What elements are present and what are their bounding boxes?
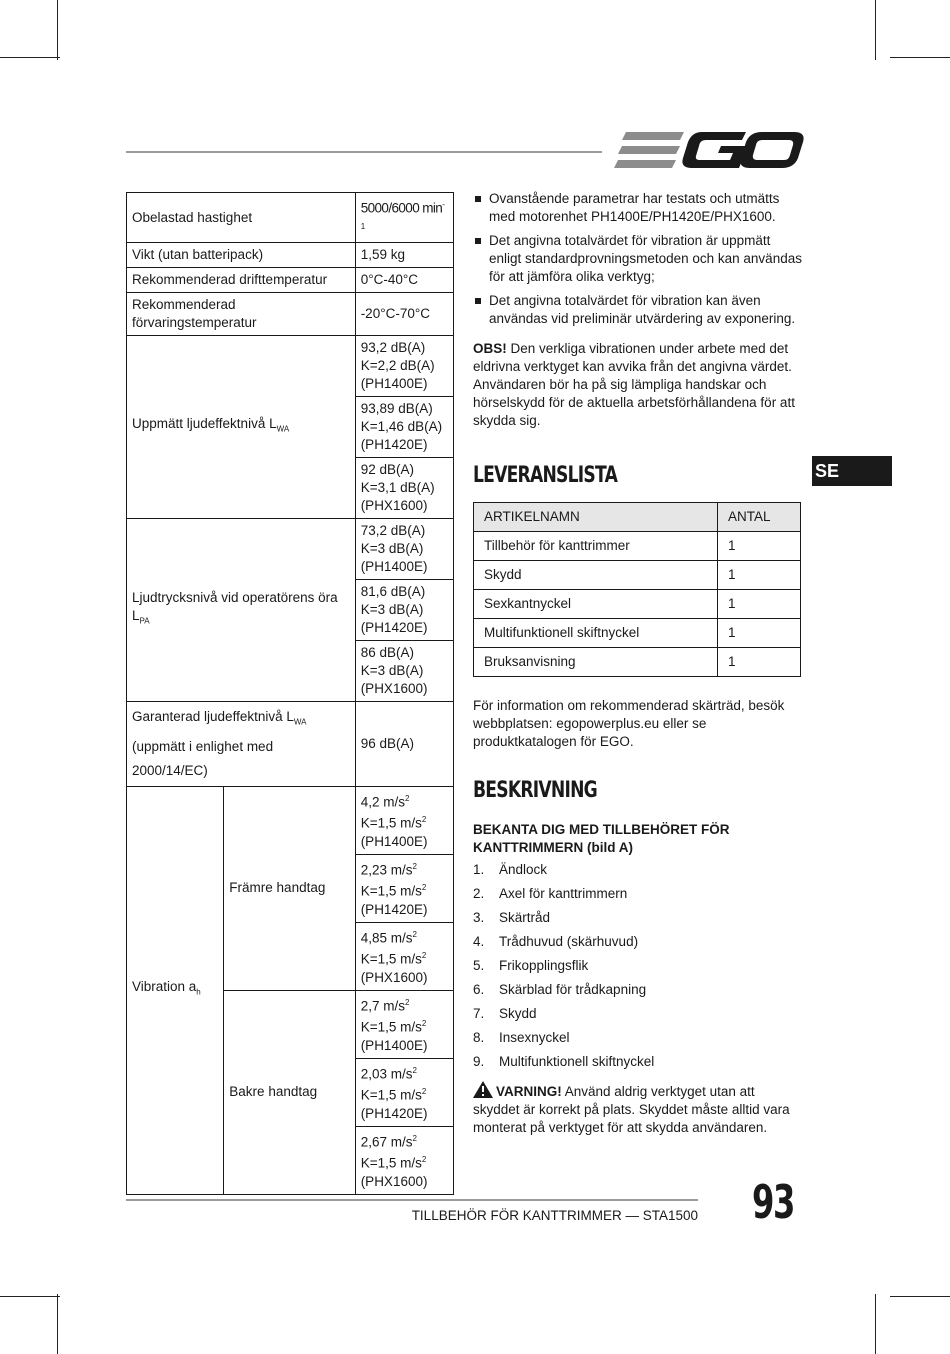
spec-value: 5000/6000 $\min^{-1}$ <box>355 193 453 243</box>
spec-label: Garanterad ljudeffektnivå $L_{WA}$ (uppmätt i enlighet med 2000/14/EC) <box>127 702 356 787</box>
spec-value: 2,7 $m/s^2$ K=1,5 $m/s^2$ (PH1400E) <box>355 990 453 1058</box>
spec-value: 92 dB(A) K=3,1 dB(A) (PHX1600) <box>355 458 453 519</box>
spec-value: 86 dB(A) K=3 dB(A) (PHX1600) <box>355 641 453 702</box>
header-rule <box>126 151 602 153</box>
spec-value: 81,6 dB(A) K=3 dB(A) (PH1420E) <box>355 580 453 641</box>
list-item: 3. Skärtråd <box>473 910 551 925</box>
spec-sublabel: Främre handtag <box>224 786 355 990</box>
item-qty: 1 <box>718 561 801 590</box>
list-item: 5. Frikopplingsflik <box>473 958 589 973</box>
list-item: 6. Skärblad för trådkapning <box>473 982 647 997</box>
spec-value: 93,89 dB(A) K=1,46 dB(A) (PH1420E) <box>355 397 453 458</box>
list-item: Det angivna totalvärdet för vibration är uppmätt enligt standardprovningsmetoden och kan användas för att jämföra olika verktyg; <box>473 232 803 286</box>
table-header-row <box>474 503 801 532</box>
obs-note: OBS! Den verkliga vibrationen under arbete med det eldrivna verktyget kan avvika från det angivna värdet. Användaren bör ha på sig lämpliga handskar och hörselskydd för de aktuella arbetsförhållandena för att skydda sig. <box>473 341 795 428</box>
bullet-icon <box>475 298 481 304</box>
spec-label: Uppmätt ljudeffektnivå $L_{WA}$ <box>127 336 356 519</box>
list-item: 9. Multifunktionell skiftnyckel <box>473 1054 655 1069</box>
bullet-icon <box>475 238 481 244</box>
table-row <box>127 336 454 397</box>
subheading: BEKANTA DIG MED TILLBEHÖRET FÖR KANTTRIMMERN (bild A) <box>473 822 730 855</box>
page-number: 93 <box>752 1175 795 1229</box>
column-header-name: ARTIKELNAMN <box>474 503 718 532</box>
spec-sublabel: Bakre handtag <box>224 990 355 1194</box>
right-column <box>473 190 803 1137</box>
spec-label: Rekommenderad förvaringstemperatur <box>127 293 356 336</box>
spec-value: 93,2 dB(A) K=2,2 dB(A) (PH1400E) <box>355 336 453 397</box>
warning-icon <box>473 1081 493 1098</box>
spec-value: 2,03 $m/s^2$ K=1,5 $m/s^2$ (PH1420E) <box>355 1058 453 1126</box>
spec-value: 73,2 dB(A) K=3 dB(A) (PH1400E) <box>355 519 453 580</box>
spec-value: 2,23 $m/s^2$ K=1,5 $m/s^2$ (PH1420E) <box>355 854 453 922</box>
column-header-qty: ANTAL <box>718 503 801 532</box>
spec-label: Vibration $a_h$ <box>127 786 224 1194</box>
list-item: Det angivna totalvärdet för vibration kan även användas vid preliminär utvärdering av exponering. <box>473 292 803 328</box>
spec-value: 96 dB(A) <box>355 702 453 787</box>
table-row <box>127 293 454 336</box>
crop-mark <box>890 1296 950 1297</box>
spec-label: Vikt (utan batteripack) <box>127 243 356 268</box>
crop-mark <box>0 1296 60 1297</box>
list-item: 4. Trådhuvud (skärhuvud) <box>473 934 639 949</box>
item-name: Sexkantnyckel <box>474 590 718 619</box>
item-qty: 1 <box>718 619 801 648</box>
spec-label: Ljudtrycksnivå vid operatörens öra $L_{PA}$ <box>127 519 356 702</box>
table-row <box>127 786 454 854</box>
crop-mark <box>57 0 58 60</box>
spec-value: 0°C-40°C <box>355 268 453 293</box>
info-text: För information om rekommenderad skärträd, besök webbplatsen: egopowerplus.eu eller se produktkatalogen för EGO. <box>473 698 785 749</box>
item-qty: 1 <box>718 648 801 677</box>
list-item: 8. Insexnyckel <box>473 1030 570 1045</box>
list-item: 1. Ändlock <box>473 862 548 877</box>
item-name: Skydd <box>474 561 718 590</box>
spec-value: 1,59 kg <box>355 243 453 268</box>
spec-table <box>126 192 454 1195</box>
spec-label: Rekommenderad drifttemperatur <box>127 268 356 293</box>
delivery-table <box>473 502 801 677</box>
crop-mark <box>875 0 876 60</box>
beskrivning-heading: BESKRIVNING <box>473 778 597 803</box>
spec-value: -20°C-70°C <box>355 293 453 336</box>
crop-mark <box>890 57 950 58</box>
item-qty: 1 <box>718 590 801 619</box>
footer-rule <box>126 1199 698 1201</box>
table-row <box>474 619 801 648</box>
item-name: Multifunktionell skiftnyckel <box>474 619 718 648</box>
table-row <box>127 702 454 787</box>
crop-mark <box>875 1294 876 1354</box>
table-row <box>474 648 801 677</box>
ego-logo <box>614 126 804 174</box>
footer-text: TILLBEHÖR FÖR KANTTRIMMER — STA1500 <box>411 1208 698 1223</box>
parts-list <box>473 861 803 1071</box>
item-qty: 1 <box>718 532 801 561</box>
list-item: 7. Skydd <box>473 1006 537 1021</box>
spec-value: 2,67 $m/s^2$ K=1,5 $m/s^2$ (PHX1600) <box>355 1126 453 1194</box>
item-name: Bruksanvisning <box>474 648 718 677</box>
spec-value: 4,2 $m/s^2$ K=1,5 $m/s^2$ (PH1400E) <box>355 786 453 854</box>
warning-note: VARNING! Använd aldrig verktyget utan att skyddet är korrekt på plats. Skyddet måste alltid vara monterat på verktyget för att skydda användaren. <box>473 1081 803 1137</box>
crop-mark <box>57 1294 58 1354</box>
list-item: 2. Axel för kanttrimmern <box>473 886 628 901</box>
table-row <box>474 561 801 590</box>
table-row <box>474 532 801 561</box>
table-row <box>474 590 801 619</box>
table-row <box>127 519 454 580</box>
table-row <box>127 243 454 268</box>
item-name: Tillbehör för kanttrimmer <box>474 532 718 561</box>
crop-mark <box>0 57 60 58</box>
spec-label: Obelastad hastighet <box>127 193 356 243</box>
list-item: Ovanstående parametrar har testats och utmätts med motorenhet PH1400E/PH1420E/PHX1600. <box>473 190 803 226</box>
language-tab: SE <box>812 456 892 486</box>
bullet-icon <box>475 196 481 202</box>
notes-list <box>473 190 803 328</box>
leveranslista-heading: LEVERANSLISTA <box>473 463 618 488</box>
spec-value: 4,85 $m/s^2$ K=1,5 $m/s^2$ (PHX1600) <box>355 922 453 990</box>
table-row <box>127 193 454 243</box>
table-row <box>127 268 454 293</box>
